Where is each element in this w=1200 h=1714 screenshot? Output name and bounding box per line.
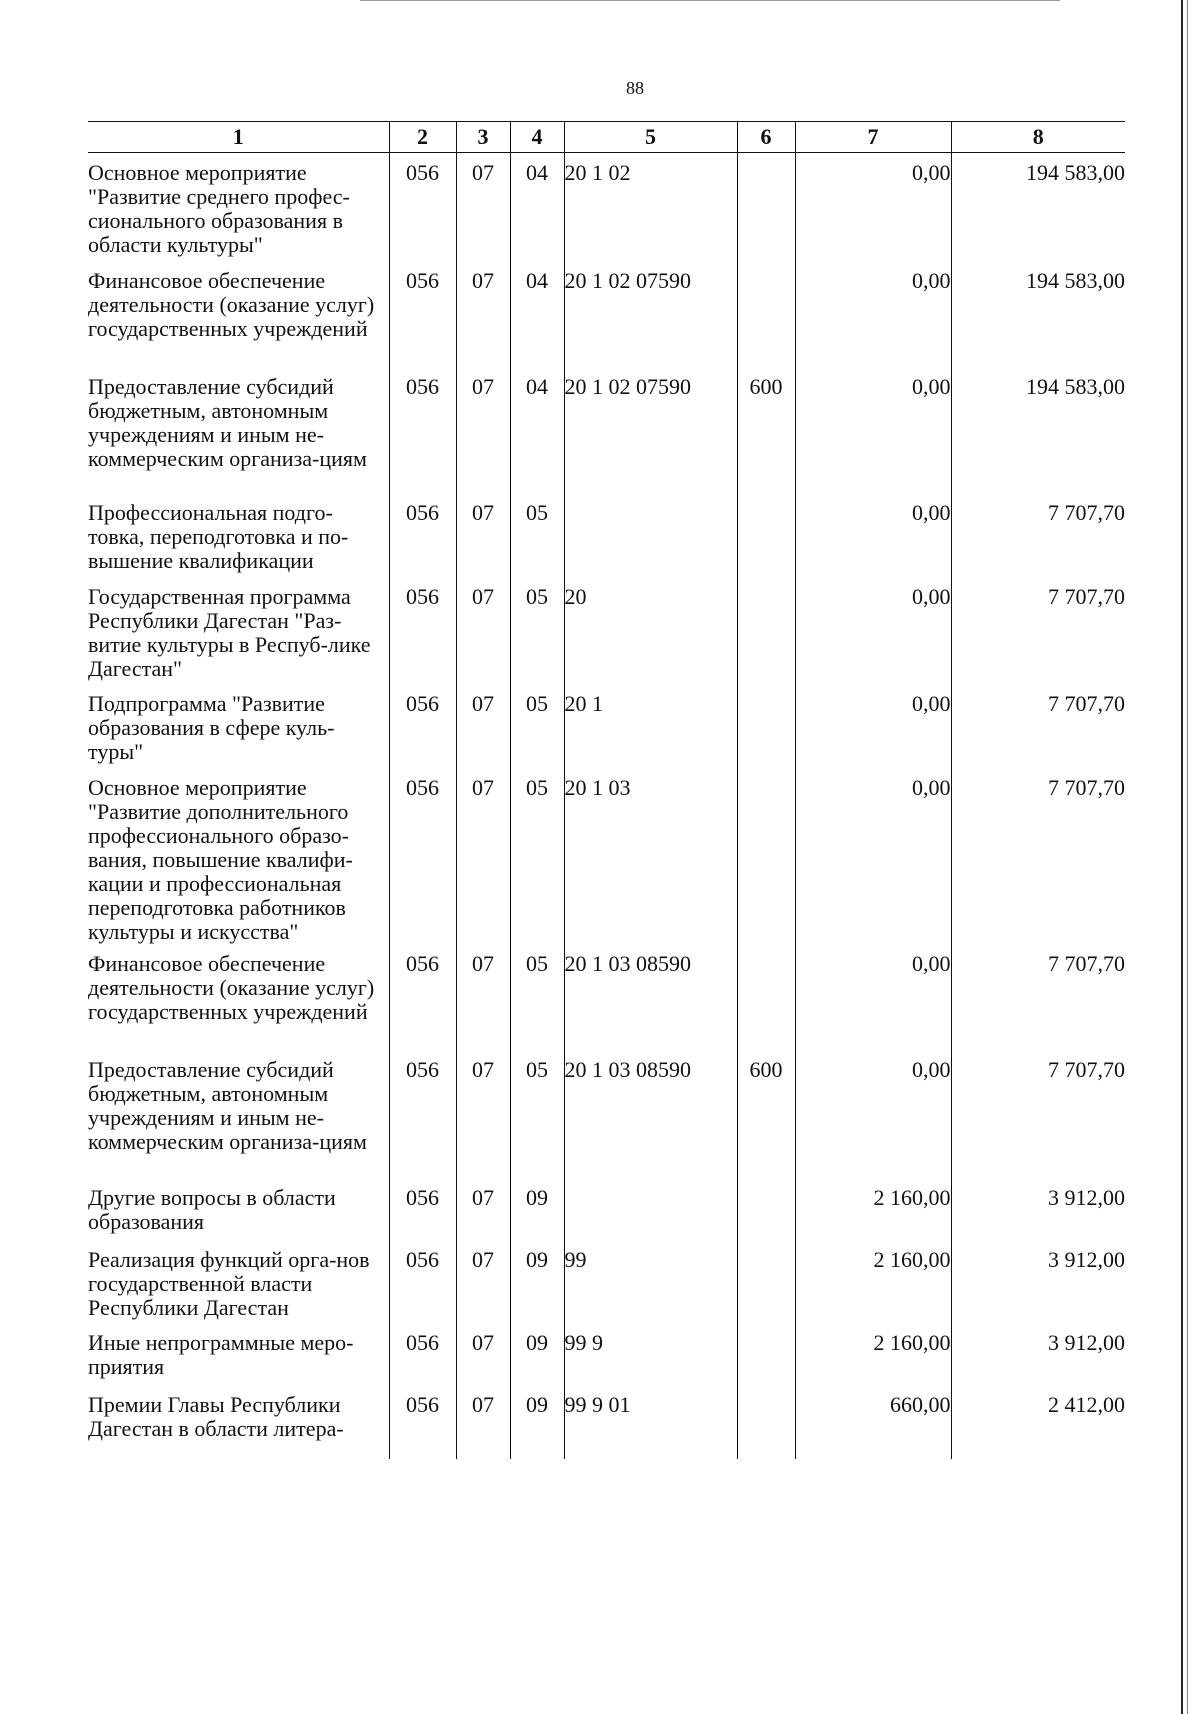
- amount-col8-cell: 3 912,00: [951, 1323, 1125, 1385]
- chapter-code-cell: 056: [389, 1178, 456, 1240]
- target-article-cell: 20 1: [564, 684, 737, 768]
- subsection-code-cell: 04: [510, 153, 564, 262]
- amount-col8-cell: 3 912,00: [951, 1178, 1125, 1240]
- expense-type-cell: [737, 1323, 795, 1385]
- subsection-code-cell: 05: [510, 1050, 564, 1178]
- item-name-cell: Иные непрограммные меро-приятия: [88, 1323, 389, 1385]
- expense-type-cell: 600: [737, 367, 795, 493]
- table-row: [88, 1178, 1125, 1240]
- table-row: [88, 367, 1125, 493]
- section-code-cell: 07: [456, 1050, 510, 1178]
- expense-type-cell: [737, 577, 795, 684]
- expense-type-cell: [737, 684, 795, 768]
- subsection-code-cell: 09: [510, 1240, 564, 1323]
- target-article-cell: 20 1 03: [564, 768, 737, 944]
- column-header: 2: [389, 122, 456, 153]
- target-article-cell: 99 9 01: [564, 1385, 737, 1459]
- amount-col7-cell: 0,00: [795, 367, 951, 493]
- amount-col8-cell: 3 912,00: [951, 1240, 1125, 1323]
- subsection-code-cell: 09: [510, 1385, 564, 1459]
- table-row: [88, 684, 1125, 768]
- amount-col8-cell: 7 707,70: [951, 684, 1125, 768]
- amount-col8-cell: 7 707,70: [951, 493, 1125, 577]
- section-code-cell: 07: [456, 153, 510, 262]
- target-article-cell: 20 1 03 08590: [564, 1050, 737, 1178]
- column-header: 4: [510, 122, 564, 153]
- amount-col7-cell: 0,00: [795, 153, 951, 262]
- section-code-cell: 07: [456, 1323, 510, 1385]
- amount-col7-cell: 660,00: [795, 1385, 951, 1459]
- amount-col8-cell: 194 583,00: [951, 367, 1125, 493]
- table-row: [88, 1240, 1125, 1323]
- expense-type-cell: [737, 1385, 795, 1459]
- section-code-cell: 07: [456, 684, 510, 768]
- section-code-cell: 07: [456, 944, 510, 1050]
- table-row: [88, 1385, 1125, 1459]
- target-article-cell: 20 1 02: [564, 153, 737, 262]
- amount-col8-cell: 2 412,00: [951, 1385, 1125, 1459]
- chapter-code-cell: 056: [389, 684, 456, 768]
- table-row: [88, 261, 1125, 367]
- target-article-cell: [564, 493, 737, 577]
- expense-type-cell: [737, 768, 795, 944]
- subsection-code-cell: 05: [510, 684, 564, 768]
- item-name-cell: Основное мероприятие "Развитие дополнительного профессионального образо-вания, повышение квалифи-кации и профессиональная переподготовка работников культуры и искусства": [88, 768, 389, 944]
- amount-col7-cell: 0,00: [795, 768, 951, 944]
- target-article-cell: 20 1 03 08590: [564, 944, 737, 1050]
- subsection-code-cell: 05: [510, 577, 564, 684]
- scan-edge-line-secondary: [1187, 0, 1188, 1714]
- chapter-code-cell: 056: [389, 493, 456, 577]
- amount-col8-cell: 7 707,70: [951, 1050, 1125, 1178]
- amount-col7-cell: 2 160,00: [795, 1240, 951, 1323]
- item-name-cell: Другие вопросы в области образования: [88, 1178, 389, 1240]
- column-header: 7: [795, 122, 951, 153]
- column-header: 8: [951, 122, 1125, 153]
- target-article-cell: [564, 1178, 737, 1240]
- table-header-row: [88, 122, 1125, 153]
- subsection-code-cell: 05: [510, 944, 564, 1050]
- table-row: [88, 944, 1125, 1050]
- subsection-code-cell: 04: [510, 261, 564, 367]
- scan-edge-line: [1181, 0, 1183, 1714]
- target-article-cell: 20 1 02 07590: [564, 261, 737, 367]
- budget-table: [88, 121, 1125, 1459]
- target-article-cell: 99: [564, 1240, 737, 1323]
- chapter-code-cell: 056: [389, 768, 456, 944]
- section-code-cell: 07: [456, 367, 510, 493]
- target-article-cell: 99 9: [564, 1323, 737, 1385]
- table-row: [88, 577, 1125, 684]
- column-header: 3: [456, 122, 510, 153]
- table-body: [88, 153, 1125, 1460]
- chapter-code-cell: 056: [389, 153, 456, 262]
- amount-col7-cell: 0,00: [795, 493, 951, 577]
- amount-col8-cell: 7 707,70: [951, 944, 1125, 1050]
- amount-col7-cell: 0,00: [795, 944, 951, 1050]
- chapter-code-cell: 056: [389, 1050, 456, 1178]
- expense-type-cell: [737, 1178, 795, 1240]
- expense-type-cell: [737, 944, 795, 1050]
- subsection-code-cell: 05: [510, 493, 564, 577]
- subsection-code-cell: 09: [510, 1323, 564, 1385]
- table-row: [88, 768, 1125, 944]
- item-name-cell: Предоставление субсидий бюджетным, автономным учреждениям и иным не-коммерческим организа-циям: [88, 367, 389, 493]
- item-name-cell: Премии Главы Республики Дагестан в области литера-: [88, 1385, 389, 1459]
- item-name-cell: Государственная программа Республики Дагестан "Раз-витие культуры в Респуб-лике Дагестан": [88, 577, 389, 684]
- section-code-cell: 07: [456, 1385, 510, 1459]
- section-code-cell: 07: [456, 577, 510, 684]
- page-number: 88: [626, 78, 644, 98]
- subsection-code-cell: 04: [510, 367, 564, 493]
- amount-col8-cell: 194 583,00: [951, 153, 1125, 262]
- chapter-code-cell: 056: [389, 577, 456, 684]
- subsection-code-cell: 09: [510, 1178, 564, 1240]
- amount-col7-cell: 2 160,00: [795, 1323, 951, 1385]
- amount-col7-cell: 0,00: [795, 1050, 951, 1178]
- table-row: [88, 153, 1125, 262]
- expense-type-cell: [737, 153, 795, 262]
- item-name-cell: Финансовое обеспечение деятельности (оказание услуг) государственных учреждений: [88, 261, 389, 367]
- amount-col7-cell: 0,00: [795, 577, 951, 684]
- column-header: 6: [737, 122, 795, 153]
- chapter-code-cell: 056: [389, 1323, 456, 1385]
- section-code-cell: 07: [456, 261, 510, 367]
- item-name-cell: Подпрограмма "Развитие образования в сфере куль-туры": [88, 684, 389, 768]
- amount-col8-cell: 7 707,70: [951, 768, 1125, 944]
- amount-col8-cell: 194 583,00: [951, 261, 1125, 367]
- column-header: 1: [88, 122, 389, 153]
- table-row: [88, 1050, 1125, 1178]
- section-code-cell: 07: [456, 768, 510, 944]
- table-row: [88, 1323, 1125, 1385]
- expense-type-cell: [737, 261, 795, 367]
- item-name-cell: Реализация функций орга-нов государственной власти Республики Дагестан: [88, 1240, 389, 1323]
- table-row: [88, 493, 1125, 577]
- item-name-cell: Основное мероприятие "Развитие среднего профес-сионального образования в области культуры": [88, 153, 389, 262]
- amount-col7-cell: 0,00: [795, 684, 951, 768]
- expense-type-cell: 600: [737, 1050, 795, 1178]
- section-code-cell: 07: [456, 1178, 510, 1240]
- target-article-cell: 20 1 02 07590: [564, 367, 737, 493]
- subsection-code-cell: 05: [510, 768, 564, 944]
- expense-type-cell: [737, 493, 795, 577]
- item-name-cell: Предоставление субсидий бюджетным, автономным учреждениям и иным не-коммерческим организа-циям: [88, 1050, 389, 1178]
- amount-col7-cell: 2 160,00: [795, 1178, 951, 1240]
- chapter-code-cell: 056: [389, 261, 456, 367]
- section-code-cell: 07: [456, 493, 510, 577]
- expense-type-cell: [737, 1240, 795, 1323]
- target-article-cell: 20: [564, 577, 737, 684]
- section-code-cell: 07: [456, 1240, 510, 1323]
- chapter-code-cell: 056: [389, 944, 456, 1050]
- item-name-cell: Профессиональная подго-товка, переподготовка и по-вышение квалификации: [88, 493, 389, 577]
- scan-artifact-top: [360, 0, 1060, 1]
- amount-col8-cell: 7 707,70: [951, 577, 1125, 684]
- amount-col7-cell: 0,00: [795, 261, 951, 367]
- chapter-code-cell: 056: [389, 1385, 456, 1459]
- chapter-code-cell: 056: [389, 1240, 456, 1323]
- item-name-cell: Финансовое обеспечение деятельности (оказание услуг) государственных учреждений: [88, 944, 389, 1050]
- column-header: 5: [564, 122, 737, 153]
- chapter-code-cell: 056: [389, 367, 456, 493]
